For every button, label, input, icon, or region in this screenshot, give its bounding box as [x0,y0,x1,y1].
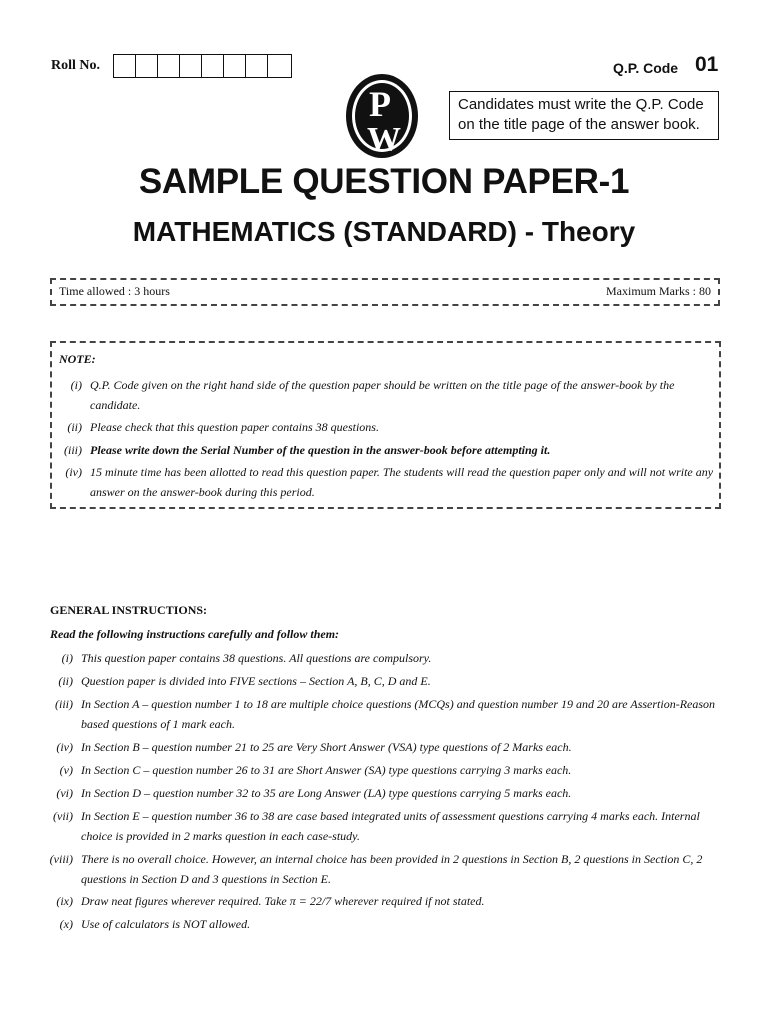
note-item-number: (i) [70,378,82,392]
note-item-number: (iii) [64,443,82,457]
instruction-text: In Section D – question number 32 to 35 are Long Answer (LA) type questions carrying 5 marks each. [81,786,572,800]
instruction-number: (x) [59,917,73,931]
roll-box[interactable] [114,55,136,77]
instruction-text: In Section A – question number 1 to 18 are multiple choice questions (MCQs) and question number 19 and 20 are Assertion-Reason based questions of 1 mark each. [81,697,716,731]
time-marks-box [50,278,720,306]
instruction-number: (vi) [56,786,73,800]
instruction-number: (viii) [49,852,73,866]
qp-code-instruction-box: Candidates must write the Q.P. Code on the title page of the answer book. [449,91,719,140]
note-heading: NOTE: [59,352,96,366]
note-item-number: (ii) [67,420,82,434]
note-item-text: Q.P. Code given on the right hand side of the question paper should be written on the title page of the answer-book by the candidate. [90,378,675,412]
instruction-number: (vii) [53,809,73,823]
instruction-number: (i) [61,651,73,665]
instruction-text: Question paper is divided into FIVE sections – Section A, B, C, D and E. [81,674,431,688]
instruction-text: In Section E – question number 36 to 38 are case based integrated units of assessment questions carrying 4 marks each. Internal choice is provided in 2 marks question in each case-study. [81,809,700,843]
page-subtitle: MATHEMATICS (STANDARD) - Theory [132,216,636,247]
note-item-number: (iv) [65,465,82,479]
instruction-text: Use of calculators is NOT allowed. [81,917,251,931]
instruction-number: (iii) [55,697,73,711]
instruction-text: There is no overall choice. However, an internal choice has been provided in 2 questions in Section B, 2 questions in Section C, 2 questions in Section D and 3 questions in Section E. [81,852,703,886]
roll-number-boxes[interactable] [113,54,292,78]
instruction-number: (iv) [56,740,73,754]
qp-code-label: Q.P. Code [613,60,679,76]
qp-code-value: 01 [695,53,719,76]
instruction-number: (v) [59,763,73,777]
roll-box[interactable] [158,55,180,77]
general-instructions-subheading: Read the following instructions carefully and follow them: [50,627,340,641]
instruction-text: In Section C – question number 26 to 31 are Short Answer (SA) type questions carrying 3 marks each. [81,763,572,777]
note-item-text: Please write down the Serial Number of the question in the answer-book before attempting it. [90,443,551,457]
maximum-marks: Maximum Marks : 80 [606,284,711,298]
general-instructions-heading: GENERAL INSTRUCTIONS: [50,603,208,617]
svg-text:W: W [367,121,401,158]
page-title: SAMPLE QUESTION PAPER-1 [138,162,630,201]
instruction-text: This question paper contains 38 questions. All questions are compulsory. [81,651,432,665]
roll-box[interactable] [202,55,224,77]
note-item-text: Please check that this question paper contains 38 questions. [90,420,379,434]
pw-logo-icon [344,72,420,160]
svg-text:P: P [369,84,391,124]
note-box [50,341,721,509]
roll-box[interactable] [180,55,202,77]
instruction-number: (ix) [56,894,73,908]
time-allowed: Time allowed : 3 hours [59,284,170,298]
roll-number-label: Roll No. [51,58,100,73]
instruction-number: (ii) [58,674,73,688]
note-item-text: 15 minute time has been allotted to read this question paper. The students will read the question paper only and will not write any answer on the answer-book during this period. [90,465,714,499]
roll-box[interactable] [268,55,291,77]
roll-box[interactable] [246,55,268,77]
roll-box[interactable] [136,55,158,77]
instruction-text: In Section B – question number 21 to 25 are Very Short Answer (VSA) type questions of 2 Marks each. [81,740,572,754]
instruction-text: Draw neat figures wherever required. Take π = 22/7 wherever required if not stated. [81,894,485,908]
roll-box[interactable] [224,55,246,77]
